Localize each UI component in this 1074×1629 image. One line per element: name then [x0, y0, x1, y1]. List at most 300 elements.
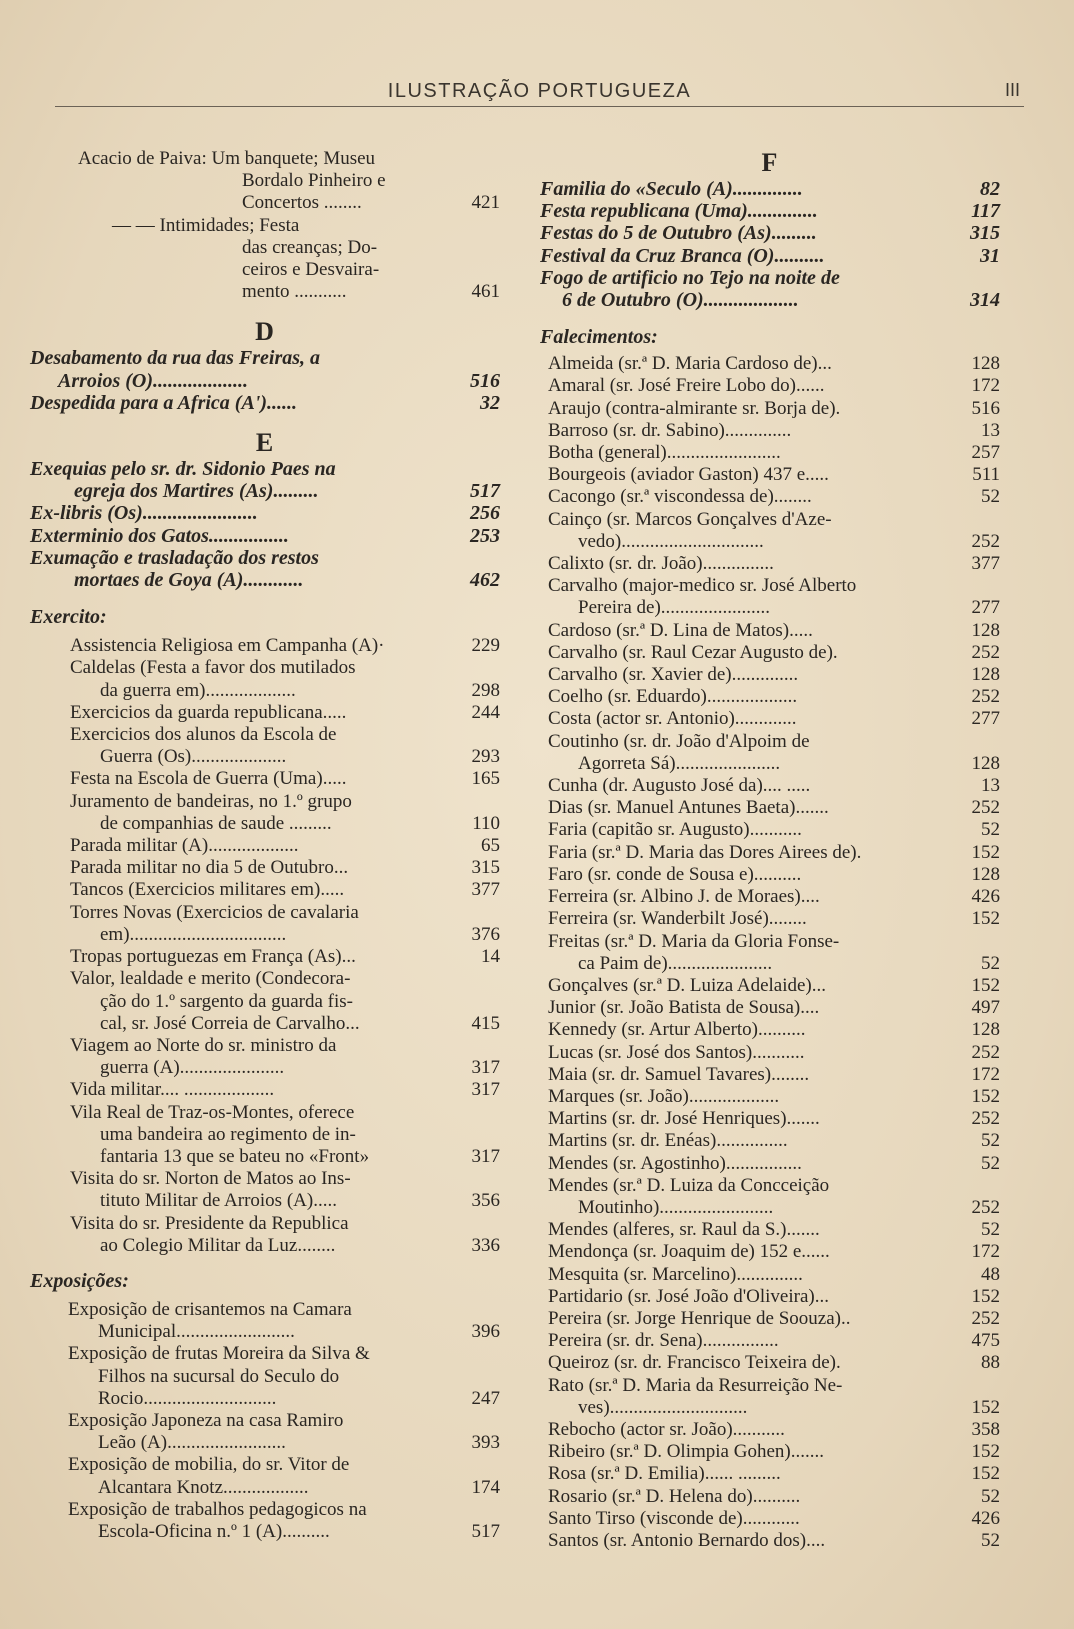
- entry-page: 152: [971, 908, 1000, 930]
- entry-text: Carvalho (major-medico sr. José Alberto: [548, 575, 857, 597]
- index-entry: [30, 215, 500, 237]
- entry-page: 128: [971, 353, 1000, 375]
- entry-page: 14: [481, 946, 500, 968]
- index-entry: [30, 1235, 500, 1257]
- index-entry: [30, 1454, 500, 1476]
- entry-text: cal, sr. José Correia de Carvalho...: [100, 1012, 360, 1034]
- f-entries: [540, 178, 1000, 311]
- entry-text: Viagem ao Norte do sr. ministro da: [70, 1034, 337, 1056]
- index-entry: [30, 702, 500, 724]
- entry-text: Festas do 5 de Outubro (As).........: [540, 222, 817, 245]
- entry-text: Festival da Cruz Branca (O)..........: [540, 244, 825, 267]
- entry-page: 461: [471, 281, 500, 303]
- entry-text: Parada militar (A)...................: [70, 835, 299, 857]
- index-entry: [30, 370, 500, 392]
- index-entry: [540, 1019, 1000, 1041]
- entry-text: Municipal.........................: [98, 1321, 295, 1343]
- entry-page: 13: [981, 419, 1000, 441]
- entry-page: 128: [971, 752, 1000, 774]
- entry-page: 475: [971, 1330, 1000, 1352]
- entry-page: 82: [980, 178, 1000, 200]
- entry-page: 252: [971, 641, 1000, 663]
- index-entry: [540, 1308, 1000, 1330]
- index-entry: [540, 375, 1000, 397]
- entry-text: Exposição Japoneza na casa Ramiro: [68, 1409, 344, 1431]
- entry-page: 415: [471, 1012, 500, 1034]
- entry-text: Exposição de crisantemos na Camara: [68, 1298, 352, 1320]
- index-entry: [30, 569, 500, 591]
- entry-text: Mendes (alferes, sr. Raul da S.).......: [548, 1219, 820, 1241]
- entry-page: 317: [471, 1079, 500, 1101]
- index-entry: [30, 1477, 500, 1499]
- entry-page: 252: [971, 686, 1000, 708]
- entry-page: 52: [981, 1485, 1000, 1507]
- index-entry: [30, 1321, 500, 1343]
- entry-text: — — Intimidades; Festa: [112, 214, 300, 236]
- index-entry: [540, 1086, 1000, 1108]
- index-entry: [30, 525, 500, 547]
- index-entry: [30, 835, 500, 857]
- entry-text: Vida militar.... ...................: [70, 1079, 275, 1101]
- index-entry: [540, 398, 1000, 420]
- index-entry: [540, 1108, 1000, 1130]
- entry-page: 517: [470, 480, 500, 503]
- index-entry: [30, 1013, 500, 1035]
- entry-page: 152: [971, 1463, 1000, 1485]
- entry-text: mento ...........: [242, 281, 347, 303]
- entry-page: 252: [971, 1108, 1000, 1130]
- section-letter-e: E: [255, 428, 275, 458]
- entry-page: 253: [470, 524, 500, 547]
- entry-page: 516: [470, 369, 500, 392]
- entry-text: egreja dos Martires (As).........: [74, 480, 319, 503]
- entry-text: Carvalho (sr. Xavier de)..............: [548, 664, 799, 686]
- entry-text: Ferreira (sr. Wanderbilt José)........: [548, 908, 807, 930]
- entry-text: Exposição de frutas Moreira da Silva &: [68, 1343, 370, 1365]
- entry-page: 511: [972, 464, 1000, 486]
- entry-text: Caldelas (Festa a favor dos mutilados: [70, 657, 356, 679]
- entry-text: 6 de Outubro (O)...................: [562, 289, 799, 312]
- entry-text: Almeida (sr.ª D. Maria Cardoso de)...: [548, 353, 832, 375]
- entry-text: Martins (sr. dr. José Henriques).......: [548, 1108, 820, 1130]
- exposicoes-heading: Exposições:: [30, 1269, 129, 1292]
- falecimentos-heading: Falecimentos:: [540, 326, 658, 349]
- entry-text: ca Paim de)......................: [578, 952, 773, 974]
- entry-text: Exterminio dos Gatos................: [30, 524, 289, 547]
- entry-page: 293: [471, 746, 500, 768]
- entry-page: 52: [981, 952, 1000, 974]
- entry-text: Escola-Oficina n.º 1 (A)..........: [98, 1520, 330, 1542]
- index-entry: [540, 931, 1000, 953]
- entry-text: Ferreira (sr. Albino J. de Moraes)....: [548, 886, 820, 908]
- entry-page: 52: [981, 1130, 1000, 1152]
- entry-text: Guerra (Os)....................: [100, 746, 287, 768]
- entry-text: Cacongo (sr.ª viscondessa de)........: [548, 486, 812, 508]
- index-entry: [540, 222, 1000, 244]
- index-entry: [30, 1035, 500, 1057]
- entry-text: Junior (sr. João Batista de Sousa)....: [548, 997, 820, 1019]
- index-entry: [30, 1102, 500, 1124]
- entry-text: Parada militar no dia 5 de Outubro...: [70, 857, 349, 879]
- entry-page: 462: [470, 569, 500, 592]
- index-entry: [540, 1042, 1000, 1064]
- entry-page: 174: [471, 1476, 500, 1498]
- entry-text: Rato (sr.ª D. Maria da Resurreição Ne-: [548, 1374, 843, 1396]
- entry-text: Vila Real de Traz-os-Montes, oferece: [70, 1101, 355, 1123]
- index-entry: [30, 148, 500, 170]
- entry-text: de companhias de saude .........: [100, 812, 332, 834]
- entry-text: Acacio de Paiva: Um banquete; Museu: [78, 148, 376, 169]
- index-entry: [30, 813, 500, 835]
- exercito-heading: Exercito:: [30, 606, 107, 629]
- entry-page: 426: [971, 886, 1000, 908]
- entry-page: 497: [971, 997, 1000, 1019]
- index-entry: [30, 1124, 500, 1146]
- index-entry: [30, 1299, 500, 1321]
- entry-text: Cardoso (sr.ª D. Lina de Matos).....: [548, 619, 813, 641]
- e-entries: [30, 458, 500, 591]
- entry-page: 517: [471, 1520, 500, 1542]
- entry-text: Barroso (sr. dr. Sabino)..............: [548, 419, 792, 441]
- entry-text: em).................................: [100, 923, 287, 945]
- index-entry: [30, 991, 500, 1013]
- entry-text: uma bandeira ao regimento de in-: [100, 1123, 356, 1145]
- entry-text: Araujo (contra-almirante sr. Borja de).: [548, 397, 841, 419]
- entry-text: Mendes (sr.ª D. Luiza da Concceição: [548, 1174, 830, 1196]
- entry-text: Valor, lealdade e merito (Condecora-: [70, 968, 351, 990]
- entry-text: tituto Militar de Arroios (A).....: [100, 1190, 337, 1212]
- index-entry: [30, 657, 500, 679]
- entry-text: Dias (sr. Manuel Antunes Baeta).......: [548, 797, 829, 819]
- entry-text: Despedida para a Africa (A')......: [30, 391, 298, 414]
- index-entry: [30, 902, 500, 924]
- entry-page: 317: [471, 1145, 500, 1167]
- index-entry: [540, 1153, 1000, 1175]
- index-entry: [540, 775, 1000, 797]
- entry-text: Leão (A).........................: [98, 1432, 286, 1454]
- index-entry: [540, 245, 1000, 267]
- entry-page: 516: [971, 397, 1000, 419]
- entry-page: 426: [971, 1507, 1000, 1529]
- index-entry: [30, 170, 500, 192]
- index-entry: [30, 791, 500, 813]
- entry-text: ceiros e Desvaira-: [242, 259, 380, 281]
- index-entry: [540, 975, 1000, 997]
- index-entry: [540, 997, 1000, 1019]
- entry-text: ção do 1.º sargento da guarda fis-: [100, 990, 353, 1012]
- entry-text: Rocio............................: [98, 1387, 277, 1409]
- index-entry: [30, 1366, 500, 1388]
- index-entry: [540, 267, 1000, 289]
- index-entry: [30, 237, 500, 259]
- index-entry: [540, 1064, 1000, 1086]
- entry-page: 165: [471, 768, 500, 790]
- running-header: [55, 78, 1024, 107]
- index-entry: [540, 664, 1000, 686]
- entry-text: Partidario (sr. José João d'Oliveira)...: [548, 1285, 829, 1307]
- entry-text: Festa na Escola de Guerra (Uma).....: [70, 768, 347, 790]
- entry-page: 52: [981, 1152, 1000, 1174]
- entry-text: ao Colegio Militar da Luz........: [100, 1234, 336, 1256]
- entry-page: 52: [981, 819, 1000, 841]
- index-entry: [540, 1352, 1000, 1374]
- entry-text: fantaria 13 que se bateu no «Front»: [100, 1145, 370, 1167]
- entry-page: 172: [971, 375, 1000, 397]
- entry-text: Bourgeois (aviador Gaston) 437 e.....: [548, 464, 829, 486]
- entry-text: Mendes (sr. Agostinho)................: [548, 1152, 802, 1174]
- index-entry: [540, 509, 1000, 531]
- entry-text: Agorreta Sá)......................: [578, 752, 781, 774]
- entry-text: Santo Tirso (visconde de)............: [548, 1507, 800, 1529]
- index-entry: [540, 575, 1000, 597]
- index-entry: [30, 1432, 500, 1454]
- index-entry: [540, 708, 1000, 730]
- right-column: [540, 148, 1000, 1552]
- index-entry: [30, 347, 500, 369]
- entry-text: mortaes de Goya (A)............: [74, 569, 304, 592]
- entry-page: 152: [971, 1285, 1000, 1307]
- entry-page: 128: [971, 664, 1000, 686]
- entry-text: Assistencia Religiosa em Campanha (A)·: [70, 635, 385, 657]
- entry-page: 244: [471, 701, 500, 723]
- entry-text: Maia (sr. dr. Samuel Tavares)........: [548, 1063, 810, 1085]
- entry-page: 152: [971, 1396, 1000, 1418]
- index-entry: [540, 1264, 1000, 1286]
- entry-text: Exequias pelo sr. dr. Sidonio Paes na: [30, 458, 336, 481]
- index-entry: [30, 547, 500, 569]
- index-entry: [540, 642, 1000, 664]
- entry-text: Faro (sr. conde de Sousa e)..........: [548, 863, 802, 885]
- index-entry: [30, 1499, 500, 1521]
- entry-page: 356: [471, 1190, 500, 1212]
- entry-text: Botha (general)........................: [548, 442, 781, 464]
- entry-page: 277: [971, 708, 1000, 730]
- entry-page: 52: [981, 486, 1000, 508]
- index-entry: [30, 1146, 500, 1168]
- index-entry: [30, 1057, 500, 1079]
- entry-page: 396: [471, 1321, 500, 1343]
- entry-text: Ribeiro (sr.ª D. Olimpia Gohen).......: [548, 1441, 824, 1463]
- d-entries: [30, 347, 500, 414]
- entry-text: das creanças; Do-: [242, 236, 378, 258]
- entry-text: Amaral (sr. José Freire Lobo do)......: [548, 375, 825, 397]
- entry-text: Queiroz (sr. dr. Francisco Teixeira de).: [548, 1352, 841, 1374]
- index-entry: [540, 797, 1000, 819]
- entry-page: 252: [971, 1307, 1000, 1329]
- index-entry: [30, 924, 500, 946]
- index-entry: [540, 1375, 1000, 1397]
- index-entry: [540, 200, 1000, 222]
- entry-page: 172: [971, 1063, 1000, 1085]
- entry-page: 277: [971, 597, 1000, 619]
- entry-page: 376: [471, 923, 500, 945]
- entry-page: 358: [971, 1418, 1000, 1440]
- entry-page: 298: [471, 679, 500, 701]
- index-entry: [30, 480, 500, 502]
- entry-text: Concertos ........: [242, 192, 362, 214]
- entry-text: Moutinho)........................: [578, 1196, 774, 1218]
- entry-text: Pereira (sr. dr. Sena)................: [548, 1330, 779, 1352]
- entry-page: 421: [471, 192, 500, 214]
- index-entry: [30, 502, 500, 524]
- entry-page: 152: [971, 974, 1000, 996]
- index-entry: [30, 946, 500, 968]
- index-entry: [30, 1410, 500, 1432]
- index-entry: [30, 746, 500, 768]
- index-entry: [540, 620, 1000, 642]
- entry-page: 152: [971, 1441, 1000, 1463]
- entry-page: 257: [971, 442, 1000, 464]
- left-column: [30, 148, 500, 1543]
- index-entry: [540, 178, 1000, 200]
- entry-text: Exercicios da guarda republicana.....: [70, 701, 347, 723]
- entry-text: vedo)..............................: [578, 530, 764, 552]
- index-entry: [540, 420, 1000, 442]
- index-entry: [540, 1197, 1000, 1219]
- entry-text: Mendonça (sr. Joaquim de) 152 e......: [548, 1241, 830, 1263]
- entry-text: Mesquita (sr. Marcelino)..............: [548, 1263, 803, 1285]
- index-entry: [30, 392, 500, 414]
- entry-text: Arroios (O)...................: [58, 369, 249, 392]
- entry-text: Desabamento da rua das Freiras, a: [30, 347, 321, 370]
- entry-page: 252: [971, 1196, 1000, 1218]
- index-entry: [540, 486, 1000, 508]
- entry-page: 52: [981, 1219, 1000, 1241]
- index-entry: [540, 1286, 1000, 1308]
- entry-text: Festa republicana (Uma)..............: [540, 200, 818, 223]
- index-entry: [30, 879, 500, 901]
- index-entry: [540, 1130, 1000, 1152]
- index-entry: [30, 259, 500, 281]
- index-entry: [540, 1441, 1000, 1463]
- entry-page: 128: [971, 619, 1000, 641]
- index-entry: [540, 1486, 1000, 1508]
- index-entry: [30, 192, 500, 214]
- index-entry: [540, 686, 1000, 708]
- index-entry: [30, 1343, 500, 1365]
- index-entry: [540, 731, 1000, 753]
- entry-text: Visita do sr. Norton de Matos ao Ins-: [70, 1168, 351, 1190]
- entry-text: Gonçalves (sr.ª D. Luiza Adelaide)...: [548, 974, 827, 996]
- entry-page: 117: [971, 200, 1000, 223]
- index-entry: [540, 1330, 1000, 1352]
- index-entry: [30, 1079, 500, 1101]
- index-entry: [540, 1463, 1000, 1485]
- entry-text: Faria (sr.ª D. Maria das Dores Airees de).: [548, 841, 862, 863]
- entry-page: 252: [971, 797, 1000, 819]
- index-entry: [540, 1419, 1000, 1441]
- entry-text: Tancos (Exercicios militares em).....: [70, 879, 345, 901]
- index-entry: [540, 353, 1000, 375]
- index-entry: [30, 1213, 500, 1235]
- index-entry: [540, 531, 1000, 553]
- entry-page: 247: [471, 1387, 500, 1409]
- entry-page: 31: [980, 244, 1000, 267]
- entry-page: 315: [970, 222, 1000, 245]
- index-entry: [540, 753, 1000, 775]
- index-entry: [30, 680, 500, 702]
- entry-page: 13: [981, 775, 1000, 797]
- index-entry: [30, 1168, 500, 1190]
- entry-text: Lucas (sr. José dos Santos)...........: [548, 1041, 805, 1063]
- entry-text: Cainço (sr. Marcos Gonçalves d'Aze-: [548, 508, 832, 530]
- entry-page: 88: [981, 1352, 1000, 1374]
- index-entry: [540, 953, 1000, 975]
- index-entry: [30, 857, 500, 879]
- index-entry: [540, 886, 1000, 908]
- entry-text: Coutinho (sr. dr. João d'Alpoim de: [548, 730, 810, 752]
- entry-page: 377: [471, 879, 500, 901]
- entry-page: 314: [970, 289, 1000, 312]
- entry-text: Santos (sr. Antonio Bernardo dos)....: [548, 1529, 826, 1551]
- entry-page: 65: [481, 835, 500, 857]
- index-entry: [30, 768, 500, 790]
- entry-text: Alcantara Knotz..................: [98, 1476, 309, 1498]
- index-entry: [540, 442, 1000, 464]
- falecimentos-entries: [540, 353, 1000, 1552]
- entry-text: Tropas portuguezas em França (As)...: [70, 946, 356, 968]
- entry-text: Exposição de trabalhos pedagogicos na: [68, 1498, 367, 1520]
- index-entry: [540, 1219, 1000, 1241]
- entry-page: 110: [472, 812, 500, 834]
- index-entry: [540, 1508, 1000, 1530]
- entry-page: 152: [971, 1085, 1000, 1107]
- index-entry: [540, 1175, 1000, 1197]
- entry-text: Torres Novas (Exercicios de cavalaria: [70, 901, 359, 923]
- entry-text: Exumação e trasladação dos restos: [30, 546, 319, 569]
- entry-text: Costa (actor sr. Antonio).............: [548, 708, 797, 730]
- index-entry: [540, 1397, 1000, 1419]
- entry-text: da guerra em)...................: [100, 679, 296, 701]
- entry-text: Cunha (dr. Augusto José da).... .....: [548, 775, 811, 797]
- entry-text: Fogo de artificio no Tejo na noite de: [540, 266, 840, 289]
- acacio-entry: [30, 148, 500, 303]
- index-entry: [540, 864, 1000, 886]
- index-entry: [540, 1530, 1000, 1552]
- entry-page: 252: [971, 530, 1000, 552]
- entry-page: 172: [971, 1241, 1000, 1263]
- entry-text: Pereira (sr. Jorge Henrique de Soouza)..: [548, 1307, 851, 1329]
- index-entry: [540, 1241, 1000, 1263]
- entry-text: Ex-libris (Os).......................: [30, 502, 258, 525]
- entry-text: Kennedy (sr. Artur Alberto)..........: [548, 1019, 806, 1041]
- entry-page: 336: [471, 1234, 500, 1256]
- page-number: III: [1004, 80, 1020, 100]
- entry-text: ves).............................: [578, 1396, 748, 1418]
- entry-text: Carvalho (sr. Raul Cezar Augusto de).: [548, 641, 838, 663]
- index-entry: [540, 908, 1000, 930]
- entry-page: 229: [471, 635, 500, 657]
- entry-text: Filhos na sucursal do Seculo do: [98, 1365, 340, 1387]
- index-entry: [540, 597, 1000, 619]
- entry-text: Calixto (sr. dr. João)...............: [548, 553, 774, 575]
- entry-text: Exercicios dos alunos da Escola de: [70, 724, 337, 746]
- entry-text: Rosario (sr.ª D. Helena do)..........: [548, 1485, 801, 1507]
- index-entry: [30, 635, 500, 657]
- entry-text: Bordalo Pinheiro e: [242, 170, 386, 192]
- entry-page: 128: [971, 1019, 1000, 1041]
- index-entry: [540, 819, 1000, 841]
- entry-text: Rosa (sr.ª D. Emilia)...... .........: [548, 1463, 781, 1485]
- entry-text: Familia do «Seculo (A)..............: [540, 178, 803, 200]
- entry-page: 48: [981, 1263, 1000, 1285]
- index-entry: [30, 724, 500, 746]
- index-entry: [30, 281, 500, 303]
- entry-text: Coelho (sr. Eduardo)...................: [548, 686, 798, 708]
- entry-page: 32: [480, 391, 500, 414]
- entry-text: Exposição de mobilia, do sr. Vitor de: [68, 1454, 350, 1476]
- entry-text: Visita do sr. Presidente da Republica: [70, 1212, 349, 1234]
